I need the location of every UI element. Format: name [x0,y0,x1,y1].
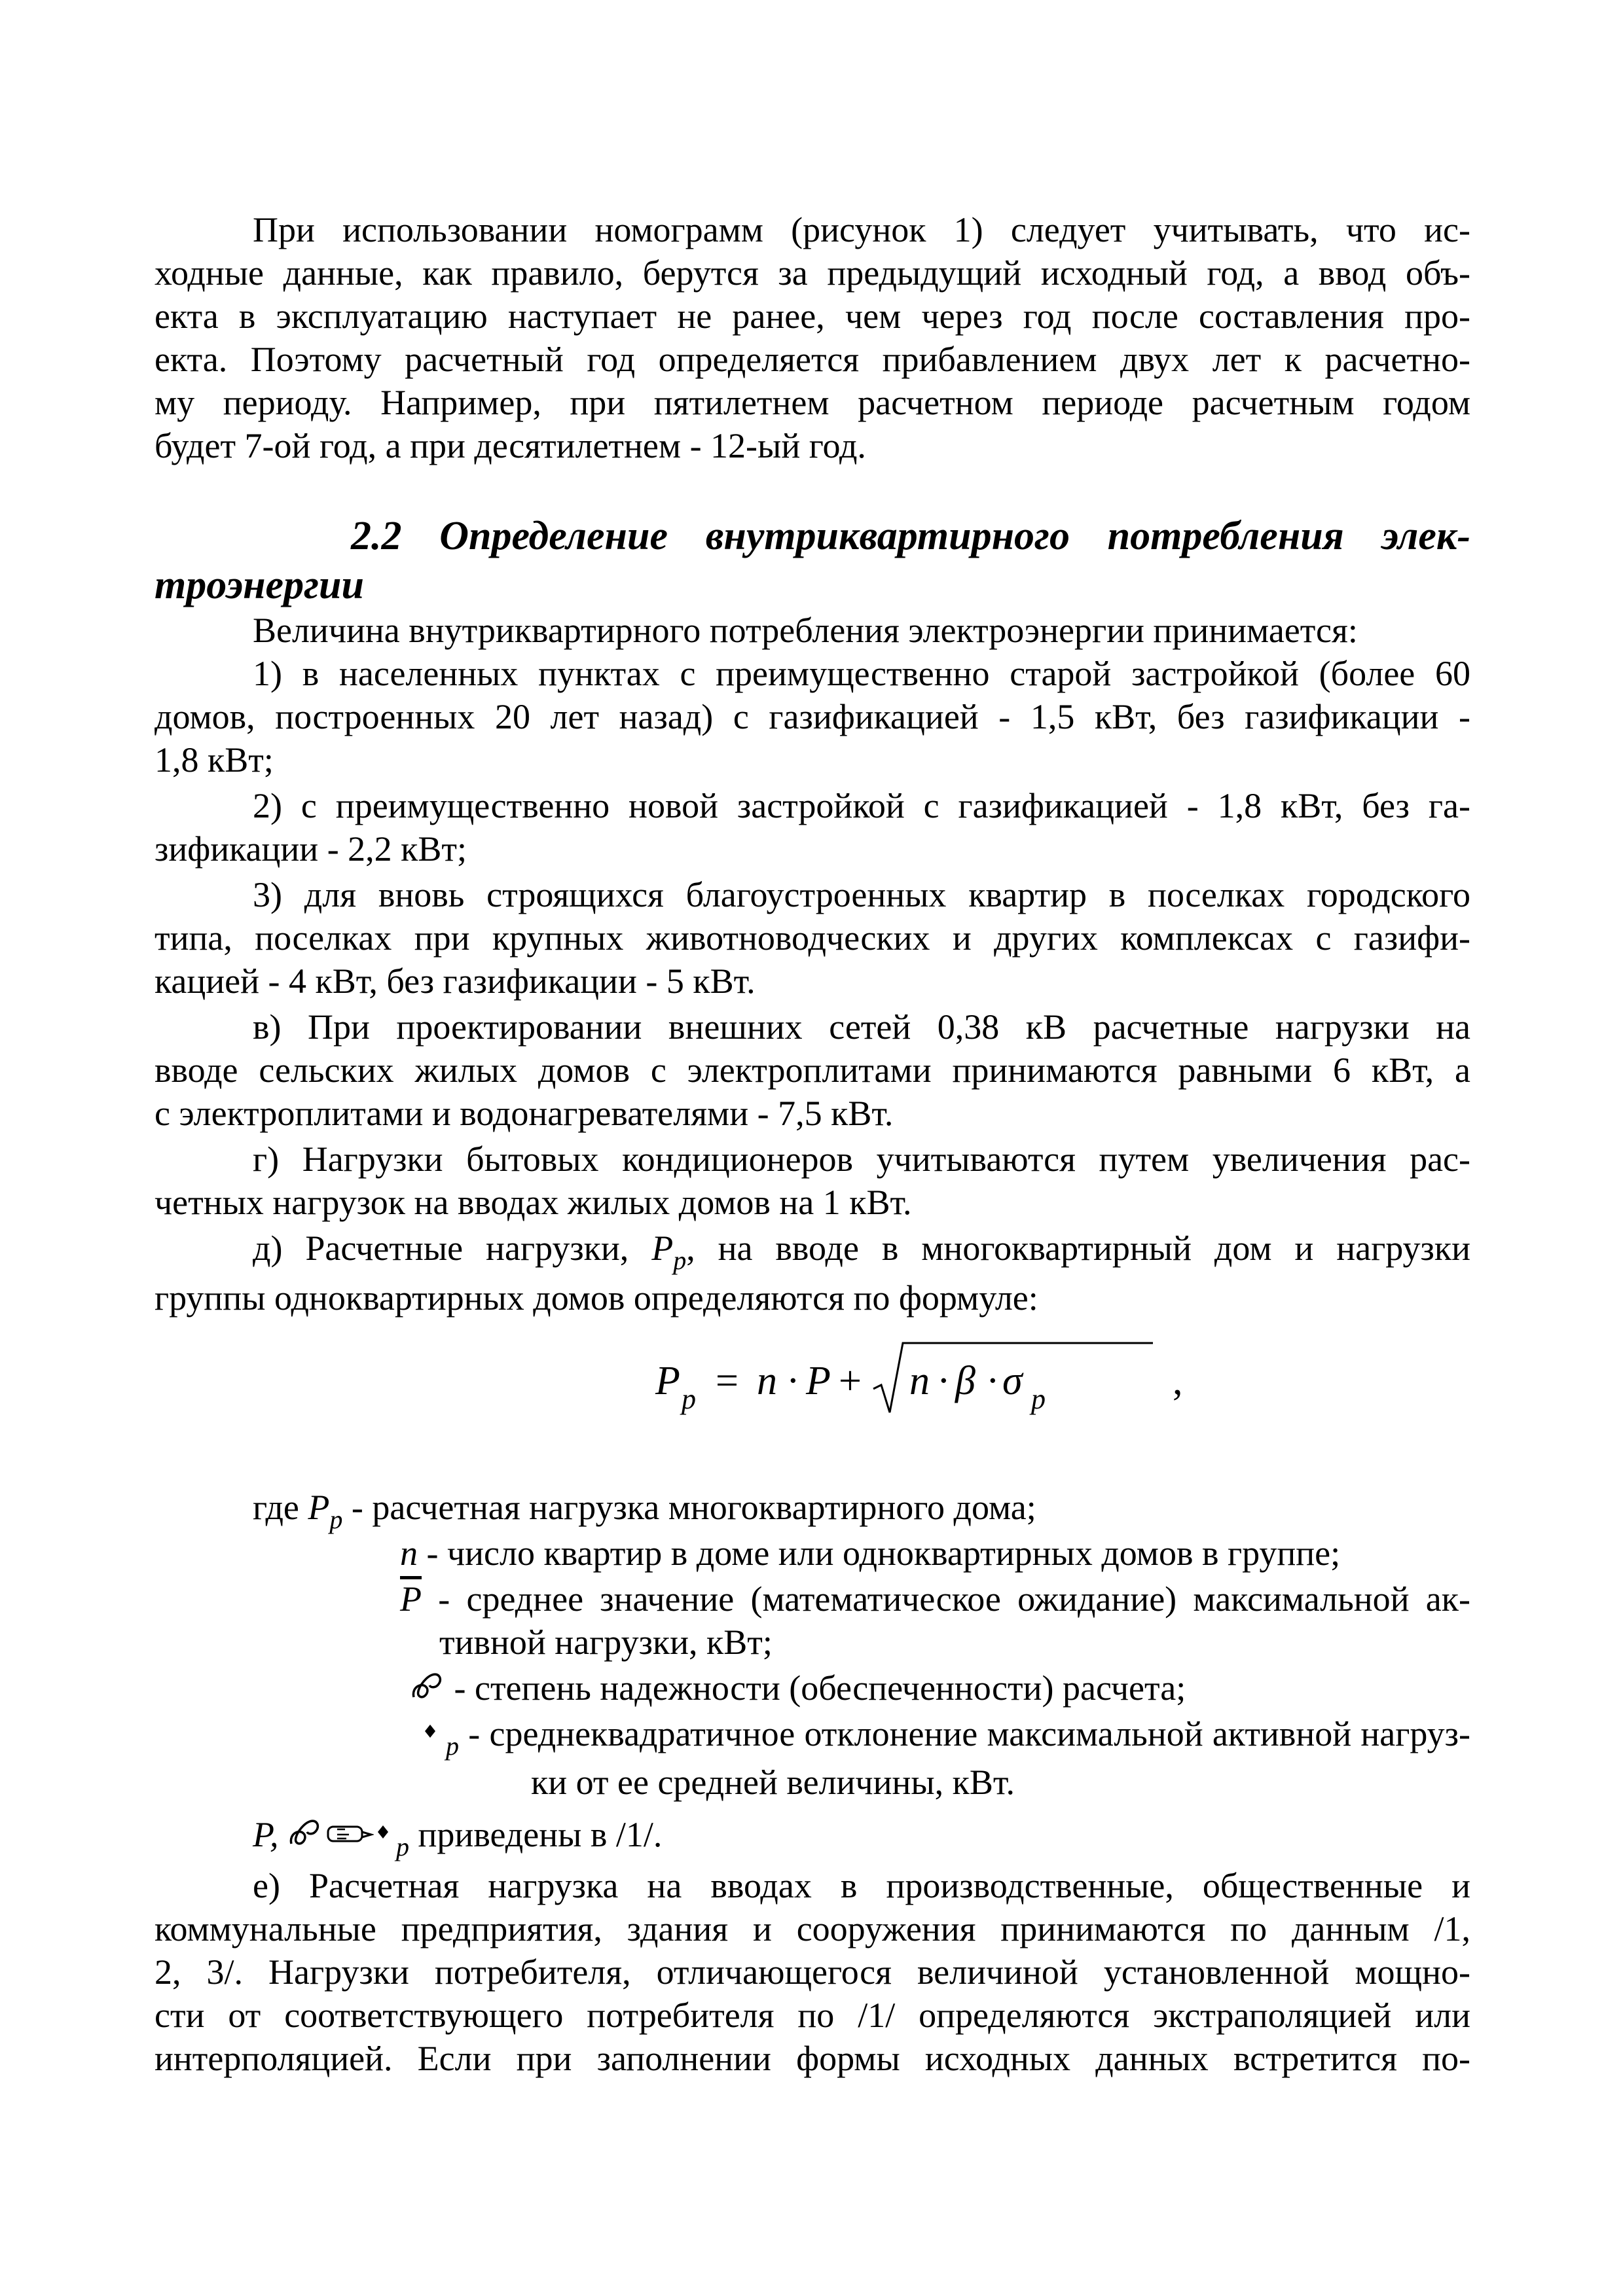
formula-n: n [757,1359,777,1403]
section-title: 2.2 Определение внутриквартирного потребления элек- [351,514,1470,558]
paragraph-line: ходные данные, как правило, берутся за предыдущий исходный год, а ввод объ- [155,253,1470,293]
paragraph-line: екта. Поэтому расчетный год определяется прибавлением двух лет к расчетно- [155,340,1470,379]
paragraph-line: будет 7-ой год, а при десятилетнем - 12-ый год. [155,426,866,465]
formula-dot2: · [937,1359,951,1403]
formula-n2: n [909,1359,930,1403]
formula-sigma: σ [1002,1359,1023,1403]
list-item-line: в) При проектировании внешних сетей 0,38 кВ расчетные нагрузки на [253,1007,1470,1047]
list-item-line: 2) с преимущественно новой застройкой с газификацией - 1,8 кВт, без га- [253,786,1470,825]
beta-glyph-icon [287,1814,323,1863]
where-line: n - число квартир в доме или одноквартирных домов в группе; [400,1534,1341,1573]
where-summary: P, $_p$ приведены в /1/. [253,1813,1470,1856]
hand-pointer-icon [323,1817,374,1860]
list-item-line: с электроплитами и водонагревателями - 7,5 кВт. [155,1094,894,1133]
paragraph-line: При использовании номограмм (рисунок 1) следует учитывать, что ис- [253,210,1470,249]
sigma-glyph-icon [374,1814,396,1863]
formula-dot3: · [986,1359,1000,1403]
formula-svg [655,1335,1183,1433]
sigma-glyph-icon [420,1713,446,1762]
list-item-line: 1,8 кВт; [155,740,274,780]
where-line: ки от ее средней величины, кВт. [531,1763,1015,1802]
formula-sigma-sub: p [1031,1383,1046,1415]
paragraph-line: Величина внутриквартирного потребления электроэнергии принимается: [253,611,1358,650]
list-item-line [253,1227,1471,1275]
formula-plus: + [839,1359,862,1403]
formula-eq: = [716,1359,739,1403]
p-bar-var: $\overline{P}$ [400,1579,422,1619]
list-item-line: сти от соответствующего потребителя по /1/ определяются экстраполяцией или [155,1996,1470,2035]
item-d-var: $P_p$, на вводе в многоквартирный дом и нагрузки [651,1229,1471,1275]
list-item-line: домов, построенных 20 лет назад) с газификацией - 1,5 кВт, без газификации - [155,697,1470,736]
beta-glyph-icon [410,1667,445,1716]
list-item-line: кацией - 4 кВт, без газификации - 5 кВт. [155,961,756,1001]
where-line: - степень надежности (обеспеченности) расчета; [410,1666,1559,1710]
formula-P: P [806,1359,831,1403]
where-line: тивной нагрузки, кВт; [439,1623,773,1662]
formula-lhs: P [655,1359,680,1403]
list-item-line: вводе сельских жилых домов с электроплитами принимаются равными 6 кВт, а [155,1050,1470,1090]
formula-lhs-sub: p [682,1383,696,1415]
paragraph-line: екта в эксплуатацию наступает не ранее, чем через год после составления про- [155,296,1470,336]
list-item-line: интерполяцией. Если при заполнении формы исходных данных встретится по- [155,2039,1470,2078]
list-item-line: г) Нагрузки бытовых кондиционеров учитываются путем увеличения рас- [253,1139,1470,1179]
list-item-line: 3) для вновь строящихся благоустроенных квартир в поселках городского [253,875,1470,914]
formula-dot: · [786,1359,800,1403]
list-item-line: коммунальные предприятия, здания и сооружения принимаются по данным /1, [155,1909,1470,1948]
where-line: $_p$ - среднеквадратичное отклонение максимальной активной нагруз- [420,1712,1470,1755]
list-item-line: 2, 3/. Нагрузки потребителя, отличающегося величиной установленной мощно- [155,1952,1470,1992]
where-line: где $P_p$ - расчетная нагрузка многоквартирного дома; [253,1488,1036,1534]
where-line: $\overline{P}$ - среднее значение (математическое ожидание) максимальной ак- [400,1579,1470,1619]
formula-comma: , [1173,1359,1183,1403]
paragraph-line: му периоду. Например, при пятилетнем расчетном периоде расчетным годом [155,383,1470,422]
list-item-line: типа, поселках при крупных животноводческих и других комплексах с газифи- [155,918,1470,958]
list-item-line: группы одноквартирных домов определяются по формуле: [155,1278,1038,1318]
list-item-line: 1) в населенных пунктах с преимущественно старой застройкой (более 60 [253,654,1470,693]
formula [655,1335,1183,1433]
list-item-line: е) Расчетная нагрузка на вводах в производственные, общественные и [253,1866,1470,1905]
formula-beta: β [955,1359,976,1403]
list-item-line: четных нагрузок на вводах жилых домов на 1 кВт. [155,1183,912,1222]
section-title-cont: троэнергии [155,563,364,607]
item-d-prefix: д) Расчетные нагрузки, [253,1229,629,1268]
list-item-line: зификации - 2,2 кВт; [155,829,467,869]
